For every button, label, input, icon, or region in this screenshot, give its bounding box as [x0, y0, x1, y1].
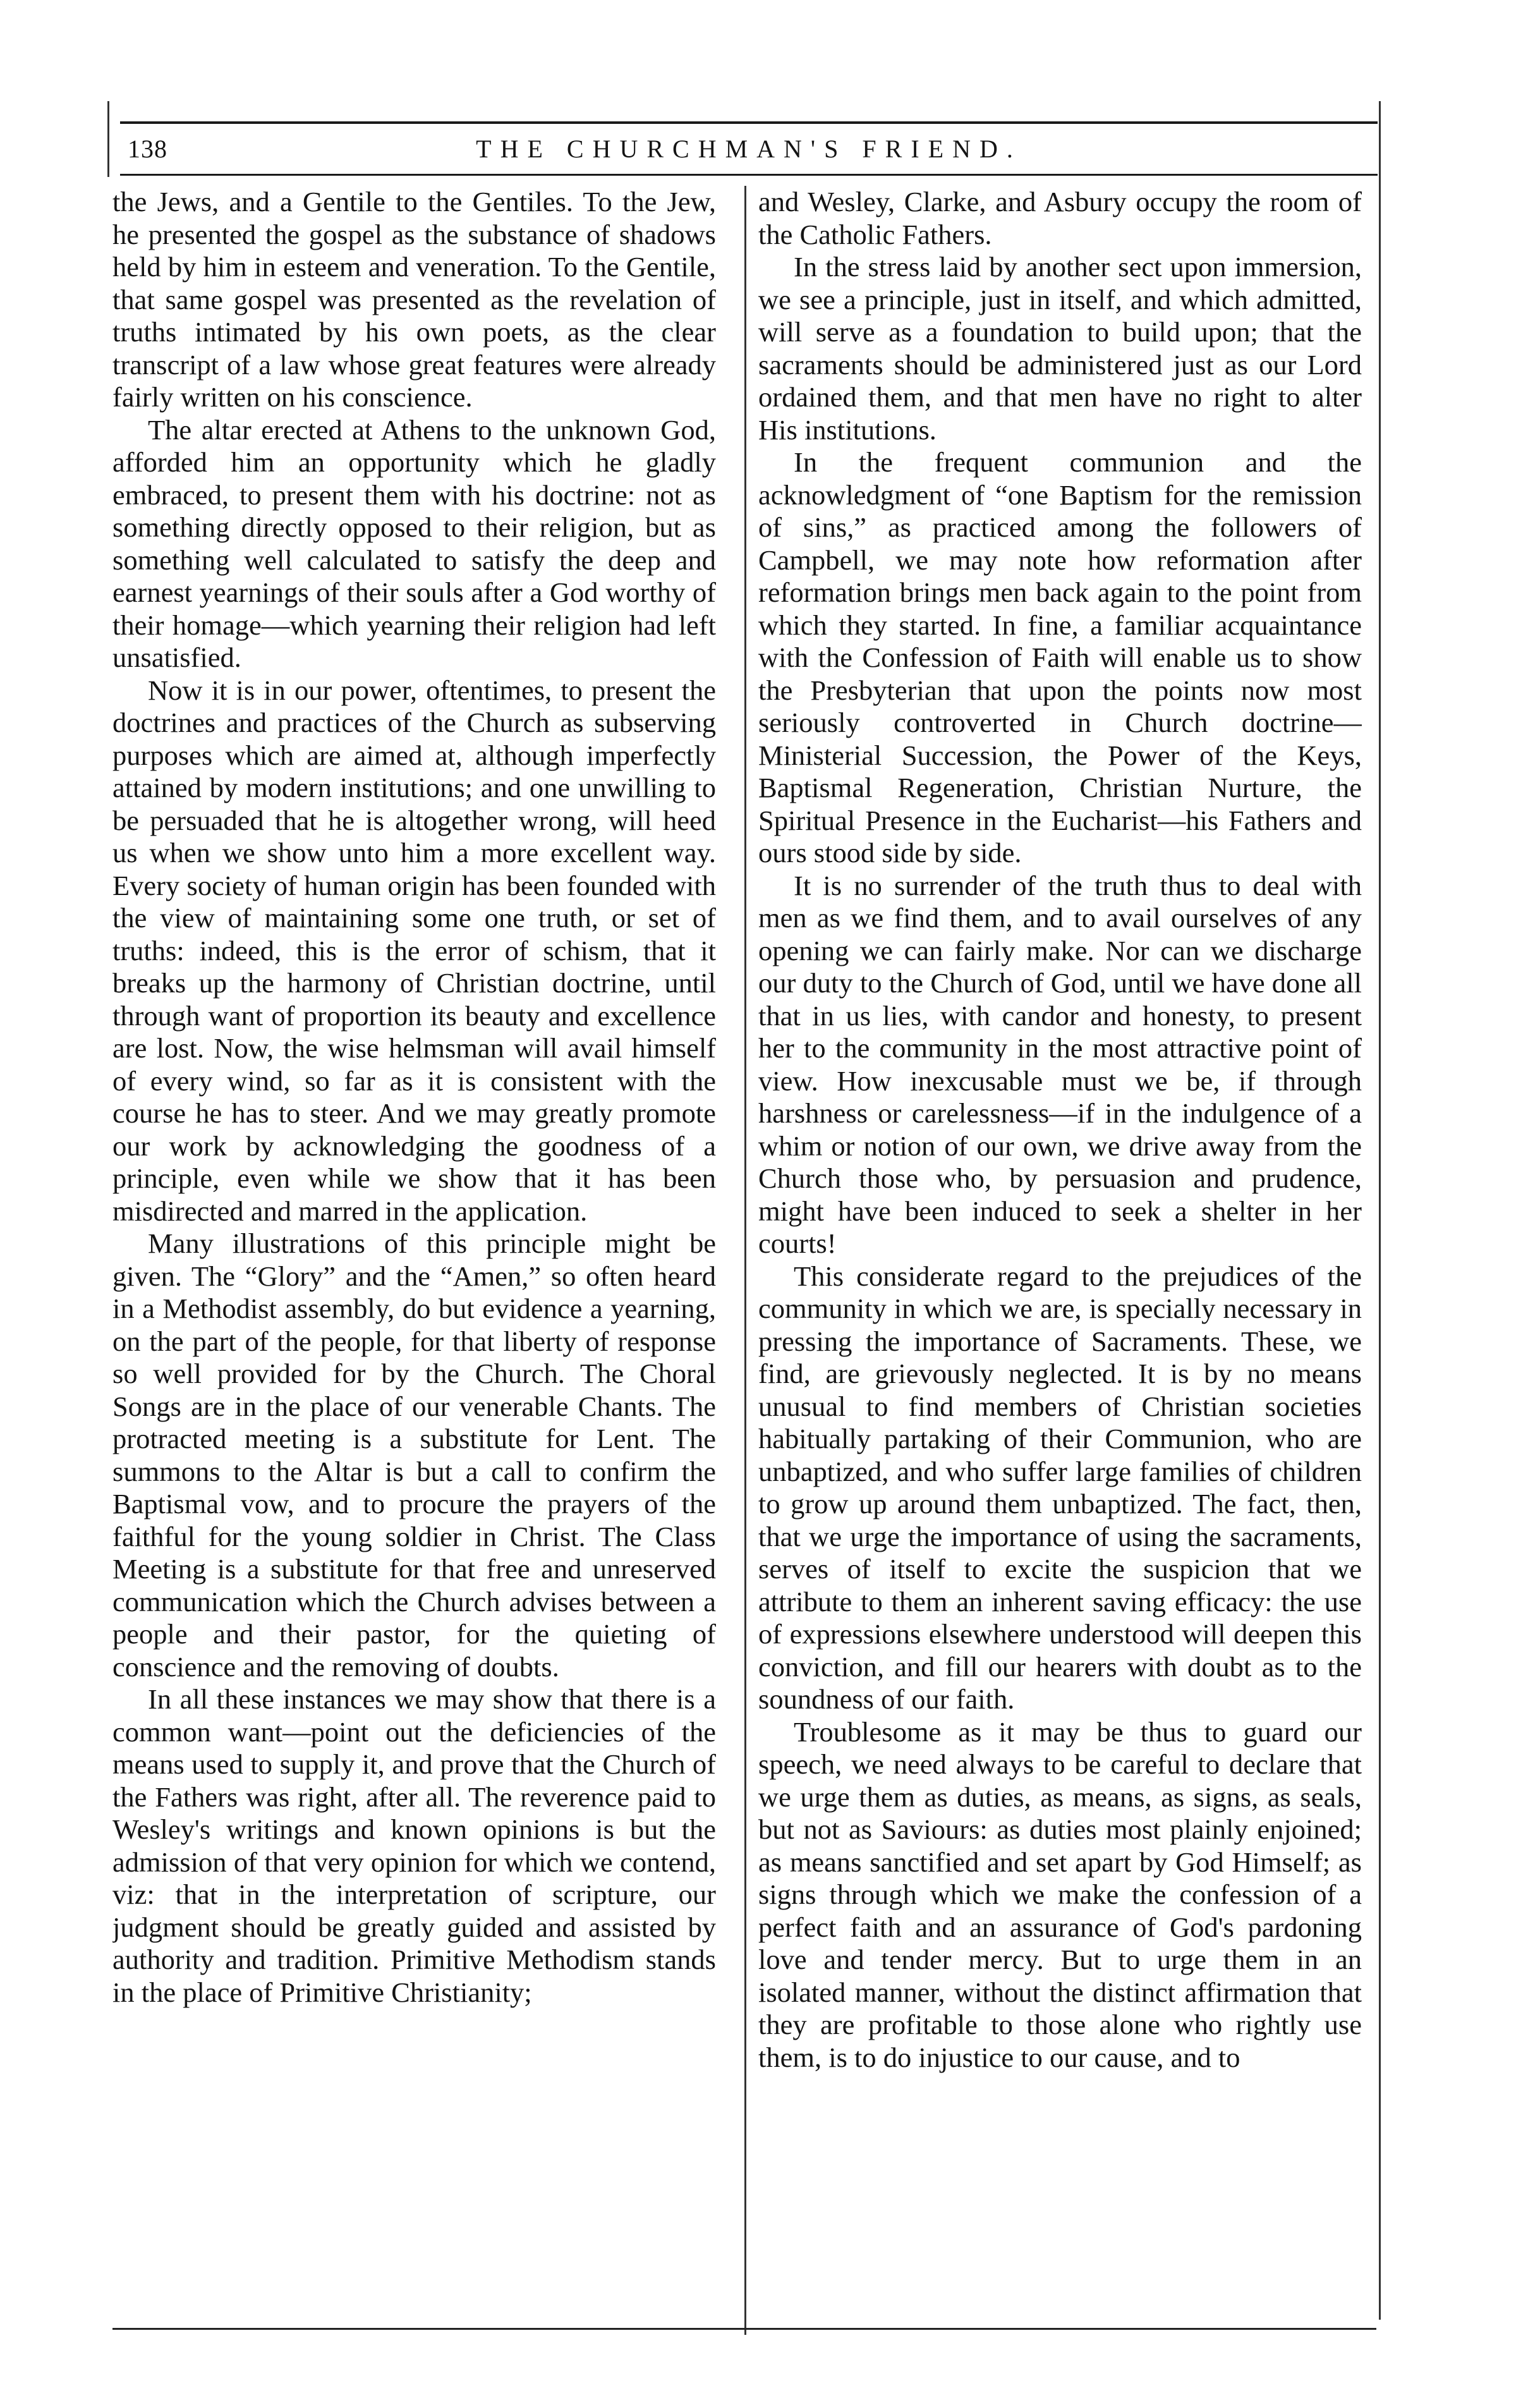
paragraph: Now it is in our power, oftentimes, to present the doctrines and practices of the Church as subserving purposes which are aimed at, although imperfectly attained by modern institutions; and one unwilling to be persuaded that he is altogether wrong, will heed us when we show unto him a more excellent way. Every society of human origin has been founded with the view of maintaining some one truth, or set of truths: indeed, this is the error of schism, that it breaks up the harmony of Christian doctrine, until through want of proportion its beauty and excellence are lost. Now, the wise helmsman will avail himself of every wind, so far as it is consistent with the course he has to steer. And we may greatly promote our work by acknowledging the goodness of a principle, even while we show that it has been misdirected and marred in the application.	[112, 674, 716, 1227]
running-header	[120, 121, 1378, 176]
page-number: 138	[128, 135, 167, 163]
paragraph: Troublesome as it may be thus to guard our speech, we need always to be careful to declare that we urge them as duties, as means, as signs, as seals, but not as Saviours: as duties most plainly enjoined; as means sanctified and set apart by God Himself; as signs through which we make the confession of a perfect faith and an assurance of God's pardoning love and tender mercy. But to urge them in an isolated manner, without the distinct affirmation that they are profitable to those alone who rightly use them, is to do injustice to our cause, and to	[758, 1715, 1362, 2073]
paragraph: In the stress laid by another sect upon immersion, we see a principle, just in itself, and which admitted, will serve as a foundation to build upon; that the sacraments should be administered just as our Lord ordained them, and that men have no right to alter His institutions.	[758, 251, 1362, 446]
paragraph: the Jews, and a Gentile to the Gentiles. To the Jew, he presented the gospel as the substance of shadows held by him in esteem and veneration. To the Gentile, that same gospel was presented as the revelation of truths intimated by his own poets, as the clear transcript of a law whose great features were already fairly written on his conscience.	[112, 186, 716, 413]
left-column	[112, 186, 716, 2310]
paragraph: The altar erected at Athens to the unknown God, afforded him an opportunity which he gladly embraced, to present them with his doctrine: not as something directly opposed to their religion, but as something well calculated to satisfy the deep and earnest yearnings of their souls after a God worthy of their homage—which yearning their religion had left unsatisfied.	[112, 413, 716, 673]
bottom-rule	[112, 2328, 1376, 2330]
right-edge-rule	[1379, 101, 1381, 2320]
paragraph: Many illustrations of this principle might be given. The “Glory” and the “Amen,” so often heard in a Methodist assembly, do but evidence a yearning, on the part of the people, for that liberty of response so well provided for by the Church. The Choral Songs are in the place of our venerable Chants. The protracted meeting is a substitute for Lent. The summons to the Altar is but a call to confirm the Baptismal vow, and to procure the prayers of the faithful for the young soldier in Christ. The Class Meeting is a substitute for that free and unreserved communication which the Church advises between a people and their pastor, for the quieting of conscience and the removing of doubts.	[112, 1227, 716, 1683]
paragraph: and Wesley, Clarke, and Asbury occupy the room of the Catholic Fathers.	[758, 186, 1362, 250]
paragraph: In the frequent communion and the acknowledgment of “one Baptism for the remission of sins,” as practiced among the followers of Campbell, we may note how reformation after reformation brings men back again to the point from which they started. In fine, a familiar acquaintance with the Confession of Faith will enable us to show the Presbyterian that upon the points now most seriously controverted in Church doctrine—Ministerial Succession, the Power of the Keys, Baptismal Regeneration, Christian Nurture, the Spiritual Presence in the Eucharist—his Fathers and ours stood side by side.	[758, 446, 1362, 868]
paragraph: It is no surrender of the truth thus to deal with men as we find them, and to avail ourselves of any opening we can fairly make. Nor can we discharge our duty to the Church of God, until we have done all that in us lies, with candor and honesty, to present her to the community in the most attractive point of view. How inexcusable must we be, if through harshness or carelessness—if in the indulgence of a whim or notion of our own, we drive away from the Church those who, by persuasion and prudence, might have been induced to seek a shelter in her courts!	[758, 869, 1362, 1259]
left-edge-rule	[107, 101, 109, 177]
paragraph: This considerate regard to the prejudices of the community in which we are, is specially necessary in pressing the importance of Sacraments. These, we find, are grievously neglected. It is by no means unusual to find members of Christian societies habitually partaking of their Communion, who are unbaptized, and who suffer large families of children to grow up around them unbaptized. The fact, then, that we urge the importance of using the sacraments, serves of itself to excite the suspicion that we attribute to them an inherent saving efficacy: the use of expressions elsewhere understood will deepen this conviction, and fill our hearers with doubt as to the soundness of our faith.	[758, 1260, 1362, 1715]
right-column	[758, 186, 1362, 2310]
column-divider	[744, 186, 746, 2335]
running-title: THE CHURCHMAN'S FRIEND.	[476, 135, 1022, 163]
paragraph: In all these instances we may show that there is a common want—point out the deficiencies of the means used to supply it, and prove that the Church of the Fathers was right, after all. The reverence paid to Wesley's writings and known opinions is but the admission of that very opinion for which we contend, viz: that in the interpretation of scripture, our judgment should be greatly guided and assisted by authority and tradition. Primitive Methodism stands in the place of Primitive Christianity;	[112, 1683, 716, 2008]
